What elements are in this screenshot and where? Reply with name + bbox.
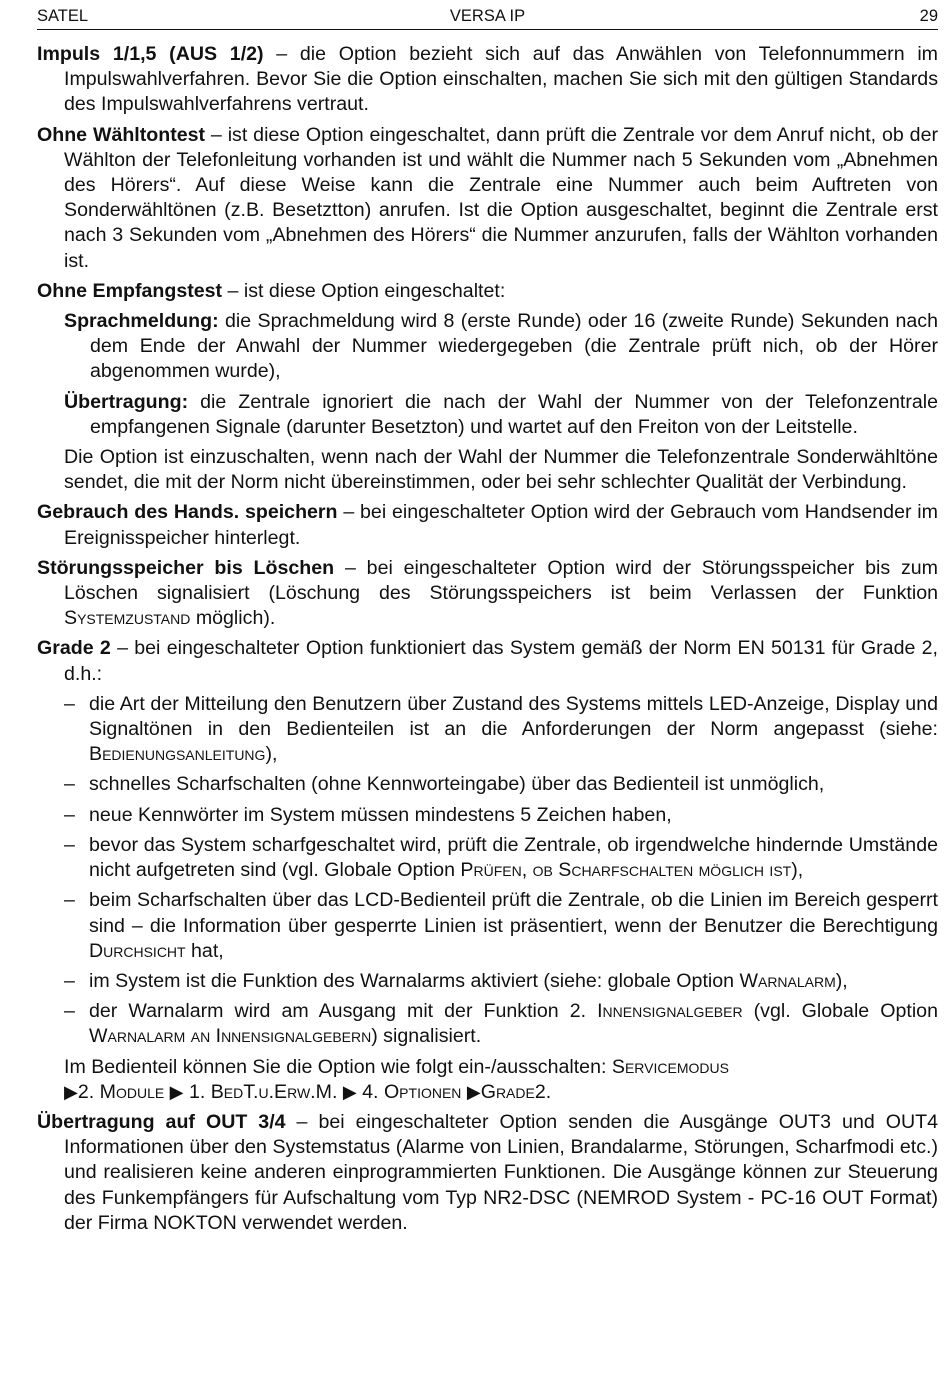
- option-description: – die Option bezieht sich auf das Anwählen von Telefonnummern im Impulswahlverfahren. Bevor Sie die Option einschalten, machen Sie sich mit den gültigen Standards des Impulswahlverfahrens vertraut.: [64, 43, 938, 116]
- suboption-description: die Sprachmeldung wird 8 (erste Runde) oder 16 (zweite Runde) Sekunden nach dem Ende der Anwahl der Nummer wiedergegeben (die Zentrale prüft nich, ob der Hörer abgenommen wurde),: [90, 310, 938, 383]
- suboption-uebertragung: [64, 390, 938, 440]
- menu-bedteil-erweiterungsmodule: BedT.u.Erw.M.: [210, 1080, 338, 1103]
- option-term: Ohne Empfangstest: [37, 279, 223, 302]
- option-term: Übertragung auf OUT 3/4: [37, 1110, 286, 1133]
- option-description-end: möglich).: [190, 607, 276, 630]
- dash-bullet: –: [64, 803, 75, 826]
- list-item-text: im System ist die Funktion des Warnalarms aktiviert (siehe: globale Option: [89, 969, 740, 992]
- function-reference: Systemzustand: [64, 607, 191, 630]
- header-product: VERSA IP: [449, 7, 526, 25]
- option-reference: Warnalarm an Innensignalgebern: [89, 1025, 372, 1048]
- dash-bullet: –: [64, 1000, 75, 1023]
- list-item: [64, 999, 938, 1049]
- list-item-end: hat,: [185, 939, 224, 962]
- option-description: – bei eingeschalteter Option wird der Störungsspeicher bis zum Löschen signalisiert (Löschung des Störungsspeichers ist beim Verlassen der Funktion: [64, 556, 938, 605]
- navigation-end: .: [545, 1080, 552, 1103]
- option-reference: Warnalarm: [739, 969, 836, 992]
- option-description: – bei eingeschalteter Option wird der Gebrauch vom Handsender im Ereignisspeicher hinterlegt.: [64, 501, 938, 549]
- option-description: – ist diese Option eingeschaltet, dann prüft die Zentrale vor dem Anruf nicht, ob der Wählton der Telefonleitung vorhanden ist und wählt die Nummer nach 5 Sekunden vom „Abnehmen des Hörers“. Auf diese Weise kann die Zentrale eine Nummer auch beim Auftreten von Sonderwähltönen (z.B. Besetztton) anrufen. Ist die Option ausgeschaltet, beginnt die Zentrale erst nach 3 Sekunden vom „Abnehmen des Hörers“ die Nummer anzurufen, falls der Wählton vorhanden ist.: [64, 123, 938, 272]
- option-term: Grade 2: [37, 637, 111, 660]
- list-item-text: beim Scharfschalten über das LCD-Bedienteil prüft die Zentrale, ob die Linien im Bereich gesperrt sind – die Information über gesperrte Linien ist präsentiert, wenn der Benutzer die Berechtigung: [89, 889, 938, 937]
- suboption-term: Übertragung:: [64, 390, 189, 413]
- list-item-end: ),: [835, 969, 848, 992]
- option-ohne-waehltontest: [37, 123, 938, 274]
- list-item-text: neue Kennwörter im System müssen mindestens 5 Zeichen haben,: [89, 803, 672, 826]
- list-item-text: (vgl. Globale Option: [742, 1000, 938, 1023]
- list-item: [64, 888, 938, 964]
- list-item: [64, 692, 938, 768]
- option-term: Ohne Wähltontest: [37, 123, 206, 146]
- manual-reference: Bedienungsanleitung: [89, 743, 266, 766]
- option-uebertragung-out34: [37, 1110, 938, 1236]
- list-item-text: der Warnalarm wird am Ausgang mit der Funktion 2.: [89, 1000, 598, 1023]
- dash-bullet: –: [64, 692, 75, 715]
- triangle-right-icon: ▶: [466, 1081, 481, 1102]
- function-reference: Innensignalgeber: [597, 1000, 743, 1023]
- dash-bullet: –: [64, 833, 75, 856]
- menu-number: 2.: [77, 1080, 100, 1103]
- option-description: – ist diese Option eingeschaltet:: [222, 279, 506, 302]
- option-grade2: [37, 636, 938, 686]
- triangle-right-icon: ▶: [169, 1081, 184, 1102]
- option-term: Impuls 1/1,5 (AUS 1/2): [37, 43, 264, 65]
- page-header: [37, 5, 938, 30]
- option-stoerungsspeicher: [37, 556, 938, 632]
- header-brand: SATEL: [37, 7, 89, 25]
- list-item-text: schnelles Scharfschalten (ohne Kennworteingabe) über das Bedienteil ist unmöglich,: [89, 773, 825, 796]
- option-impuls: [37, 42, 938, 118]
- option-hands-speichern: [37, 500, 938, 550]
- list-item-end: ),: [265, 743, 278, 766]
- list-item-end: ) signalisiert.: [371, 1025, 482, 1048]
- menu-number: 1.: [183, 1080, 211, 1103]
- option-description: – bei eingeschalteter Option funktioniert das System gemäß der Norm EN 50131 für Grade 2, d.h.:: [64, 637, 938, 685]
- list-item-text: bevor das System scharfgeschaltet wird, prüft die Zentrale, ob irgendwelche hindernde Umstände nicht aufgetreten sind (vgl. Globale Option: [89, 833, 938, 882]
- triangle-right-icon: ▶: [64, 1081, 78, 1102]
- option-reference: Prüfen, ob Scharfschalten möglich ist: [460, 859, 792, 882]
- list-item-end: ),: [791, 859, 804, 882]
- option-term: Gebrauch des Hands. speichern: [37, 501, 338, 524]
- navigation-intro: Im Bedienteil können Sie die Option wie folgt ein-/ausschalten:: [64, 1055, 612, 1078]
- list-item: [64, 969, 938, 994]
- list-item: [64, 772, 938, 797]
- option-description: – bei eingeschalteter Option senden die Ausgänge OUT3 und OUT4 Informationen über den Systemstatus (Alarme von Linien, Brandalarme, Störungen, Scharfmodi etc.) und realisieren keine anderen einprogrammierten Funktionen. Die Ausgänge können zur Steuerung des Funkempfängers für Aufschaltung vom Typ NR2-DSC (NEMROD System - PC-16 OUT Format) der Firma NOKTON verwendet werden.: [64, 1110, 938, 1234]
- menu-optionen: Optionen: [383, 1080, 462, 1103]
- dash-bullet: –: [64, 889, 75, 912]
- menu-number: 4.: [356, 1080, 384, 1103]
- option-term: Störungsspeicher bis Löschen: [37, 556, 335, 579]
- grade2-requirements-list: [64, 692, 938, 1050]
- menu-grade2: Grade2: [480, 1080, 546, 1103]
- menu-servicemodus: Servicemodus: [611, 1055, 729, 1078]
- empfangstest-note: Die Option ist einzuschalten, wenn nach der Wahl der Nummer die Telefonzentrale Sonderwähltöne sendet, die mit der Norm nicht übereinstimmen, oder bei sehr schlechter Qualität der Verbindung.: [64, 446, 938, 494]
- dash-bullet: –: [64, 773, 75, 796]
- list-item: [64, 803, 938, 828]
- keypad-navigation-path: [64, 1055, 938, 1105]
- permission-reference: Durchsicht: [89, 939, 186, 962]
- list-item: [64, 833, 938, 883]
- menu-module: Module: [99, 1080, 165, 1103]
- list-item-text: die Art der Mitteilung den Benutzern über Zustand des Systems mittels LED-Anzeige, Display und Signaltönen in den Bedienteilen ist an die Anforderungen der Norm angepasst (siehe:: [89, 692, 938, 741]
- dash-bullet: –: [64, 969, 75, 992]
- page-number: 29: [919, 7, 938, 25]
- document-body: [37, 42, 938, 1241]
- triangle-right-icon: ▶: [342, 1081, 357, 1102]
- suboption-description: die Zentrale ignoriert die nach der Wahl der Nummer von der Telefonzentrale empfangenen Signale (darunter Besetzton) und wartet auf den Freiton von der Leitstelle.: [90, 390, 938, 438]
- suboption-sprachmeldung: [64, 309, 938, 385]
- option-ohne-empfangstest: [37, 279, 938, 304]
- suboption-term: Sprachmeldung:: [64, 310, 219, 333]
